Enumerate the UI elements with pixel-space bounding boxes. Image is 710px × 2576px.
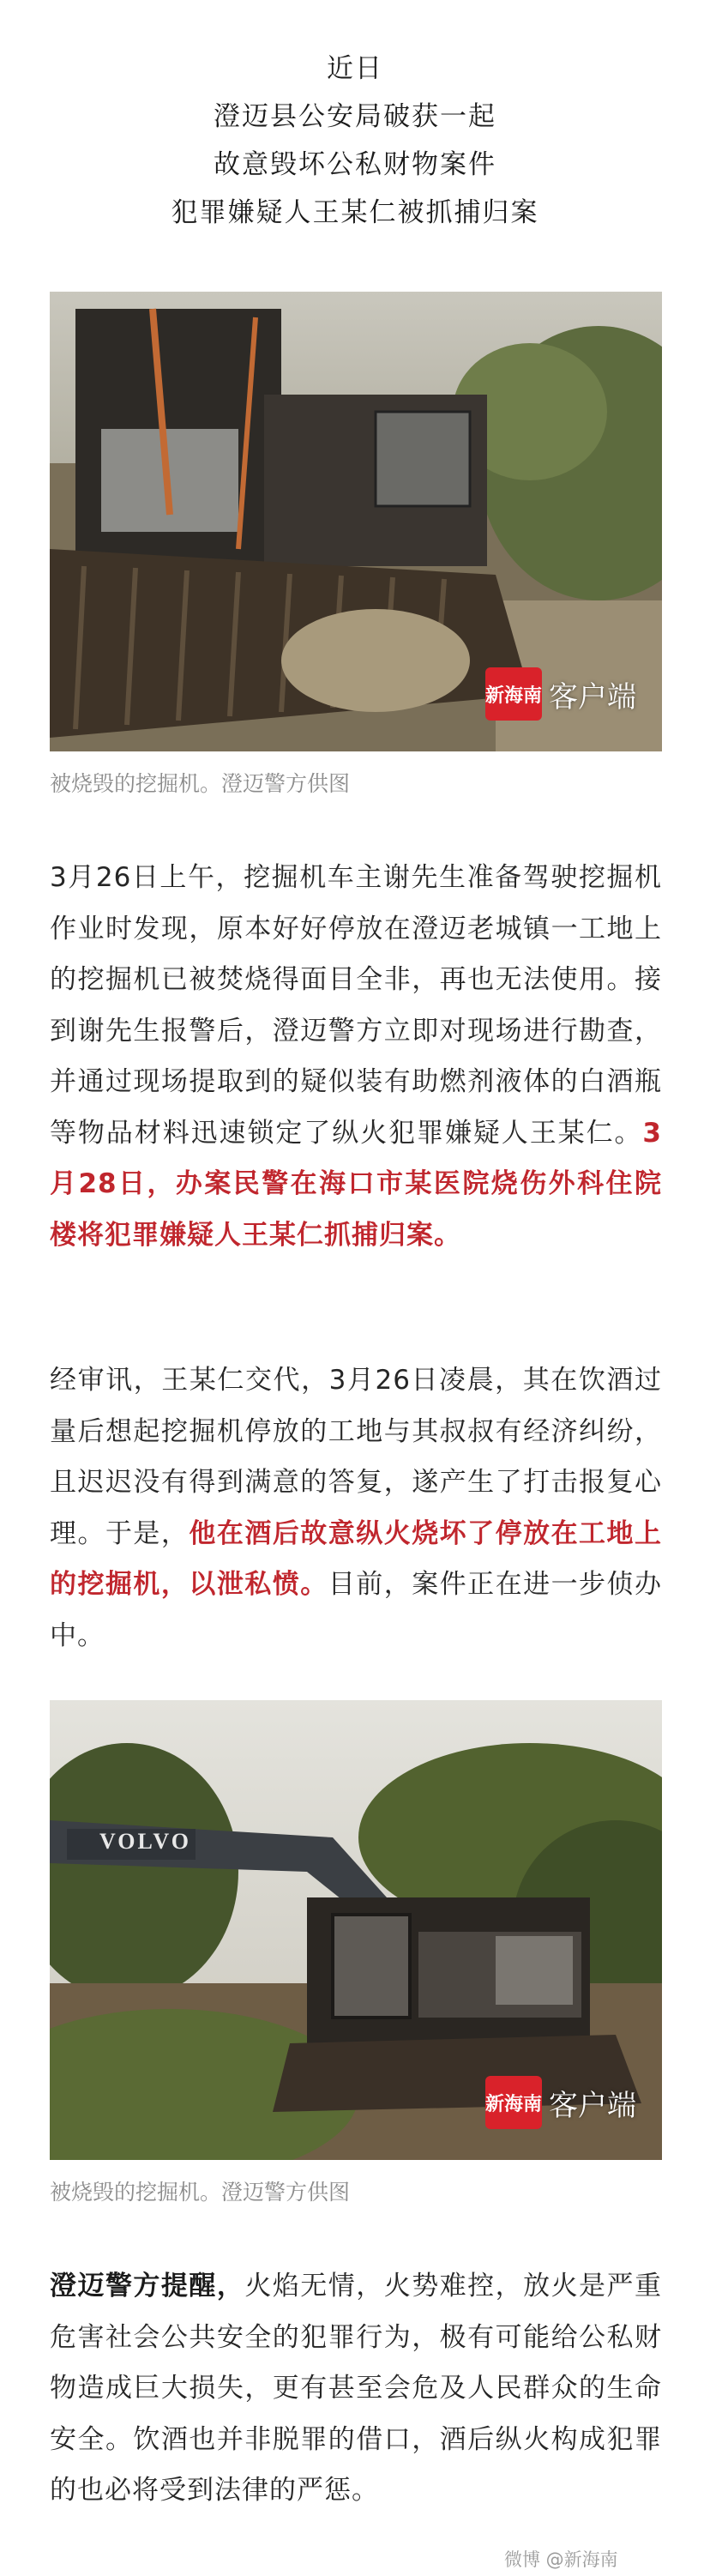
paragraph-2-tail: 目前，案件正在进一步侦办中。 <box>50 1569 663 1651</box>
paragraph-1-text: 3月26日上午，挖掘机车主谢先生准备驾驶挖掘机作业时发现，原本好好停放在澄迈老城镇一工地上的挖掘机已被焚烧得面目全非，再也无法使用。接到谢先生报警后，澄迈警方立即对现场进行勘查，并通过现场提取到的疑似装有助燃剂液体的白酒瓶等物品材料迅速锁定了纵火犯罪嫌疑人王某仁。 <box>50 862 662 1149</box>
news-logo-icon: 新海南 <box>485 2076 542 2129</box>
news-logo-icon: 新海南 <box>485 667 542 721</box>
paragraph-1-highlight: 3月28日，办案民警在海口市某医院烧伤外科住院楼将犯罪嫌疑人王某仁抓捕归案。 <box>50 1117 662 1251</box>
photo-2-caption: 被烧毁的挖掘机。澄迈警方供图 <box>50 2180 351 2205</box>
header-line-2: 澄迈县公安局破获一起 <box>214 101 496 132</box>
paragraph-2 <box>50 1355 662 1662</box>
photo-2-watermark-badge <box>485 2076 636 2129</box>
article-header <box>0 45 710 237</box>
header-line-3: 故意毁坏公私财物案件 <box>214 149 496 180</box>
photo-1-caption: 被烧毁的挖掘机。澄迈警方供图 <box>50 771 351 796</box>
paragraph-3 <box>50 2261 662 2517</box>
badge-text: 客户端 <box>549 2088 636 2123</box>
paragraph-1 <box>50 853 662 1261</box>
paragraph-3-text: 火焰无情，火势难控，放火是严重危害社会公共安全的犯罪行为，极有可能给公私财物造成巨大损失，更有甚至会危及人民群众的生命安全。饮酒也并非脱罪的借口，酒后纵火构成犯罪的也必将受到法律的严惩。 <box>50 2271 663 2506</box>
excavator-photo-1 <box>50 292 662 751</box>
header-line-4: 犯罪嫌疑人王某仁被抓捕归案 <box>171 197 539 228</box>
volvo-brand-text: VOLVO <box>99 1829 191 1854</box>
weibo-watermark: 微博 @新海南 <box>504 2549 618 2570</box>
paragraph-2-highlight: 他在酒后故意纵火烧坏了停放在工地上的挖掘机，以泄私愤。 <box>50 1517 663 1600</box>
paragraph-3-lead: 澄迈警方提醒， <box>50 2271 245 2302</box>
badge-text: 客户端 <box>549 679 636 715</box>
header-line-1: 近日 <box>327 53 383 84</box>
excavator-photo-2 <box>50 1700 662 2160</box>
photo-1-watermark-badge <box>485 667 636 721</box>
paragraph-2-text: 经审讯，王某仁交代，3月26日凌晨，其在饮酒过量后想起挖掘机停放的工地与其叔叔有经济纠纷，且迟迟没有得到满意的答复，遂产生了打击报复心理。于是， <box>50 1365 662 1549</box>
